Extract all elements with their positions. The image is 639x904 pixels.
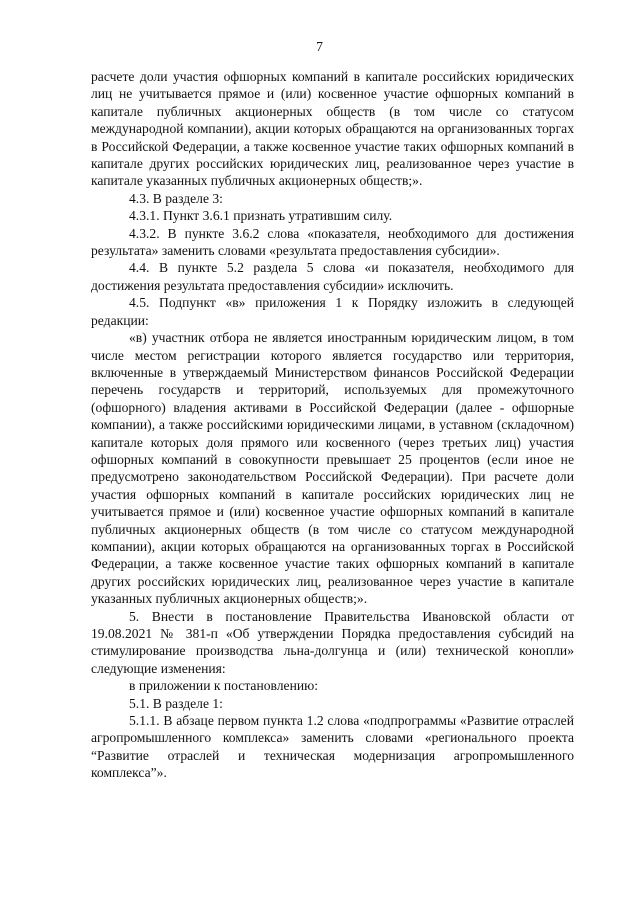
- paragraph: 4.3.1. Пункт 3.6.1 признать утратившим силу.: [129, 208, 393, 224]
- paragraph: 4.3. В разделе 3:: [129, 190, 223, 206]
- page-number: 7: [316, 39, 323, 54]
- paragraph: «в) участник отбора не является иностранным юридическим лицом, в том числе местом регистрации которого является государство или территория, включенные в утверждаемый Министерством финансов Российской Федерации перечень государств и территорий, используемых для промежуточного (офшорного) владения активами в Российской Федерации (далее - офшорные компании), а также российскими юридическими лицами, в уставном (складочном) капитале которых доля прямого или косвенного (через третьих лиц) участия офшорных компаний в совокупности превышает 25 процентов (если иное не предусмотрено законодательством Российской Федерации). При расчете доли участия офшорных компаний в капитале российских юридических лиц не учитывается прямое и (или) косвенное участие офшорных компаний в капитале публичных акционерных обществ (в том числе со статусом международной компании), акции которых обращаются на организованных торгах в Российской Федерации, а также косвенное участие таких офшорных компаний в капитале других российских юридических лиц, реализованное через участие в капитале указанных публичных акционерных обществ;».: [91, 330, 574, 607]
- paragraph: 4.3.2. В пункте 3.6.2 слова «показателя, необходимого для достижения результата» заменить словами «результата предоставления субсидии».: [91, 225, 574, 259]
- paragraph: в приложении к постановлению:: [129, 678, 319, 694]
- paragraph: 5. Внести в постановление Правительства Ивановской области от 19.08.2021 № 381-п «Об утверждении Порядка предоставления субсидий на стимулирование производства льна-долгунца и (или) технической конопли» следующие изменения:: [91, 608, 574, 676]
- paragraph: 4.4. В пункте 5.2 раздела 5 слова «и показателя, необходимого для достижения результата предоставления субсидии» исключить.: [91, 260, 574, 293]
- paragraph: расчете доли участия офшорных компаний в капитале российских юридических лиц не учитывается прямое и (или) косвенное участие офшорных компаний в капитале публичных акционерных обществ (в том числе со статусом международной компании), акции которых обращаются на организованных торгах в Российской Федерации, а также косвенное участие таких офшорных компаний в капитале других российских юридических лиц, реализованное через участие в капитале указанных публичных акционерных обществ;».: [91, 69, 574, 189]
- paragraph: 5.1.1. В абзаце первом пункта 1.2 слова «подпрограммы «Развитие отраслей агропромышленного комплекса» заменить словами «регионального проекта “Развитие отраслей и техническая модернизация агропромышленного комплекса”».: [91, 713, 574, 781]
- paragraph: 4.5. Подпункт «в» приложения 1 к Порядку изложить в следующей редакции:: [91, 295, 574, 328]
- paragraph: 5.1. В разделе 1:: [129, 695, 223, 711]
- document-body: [91, 68, 574, 782]
